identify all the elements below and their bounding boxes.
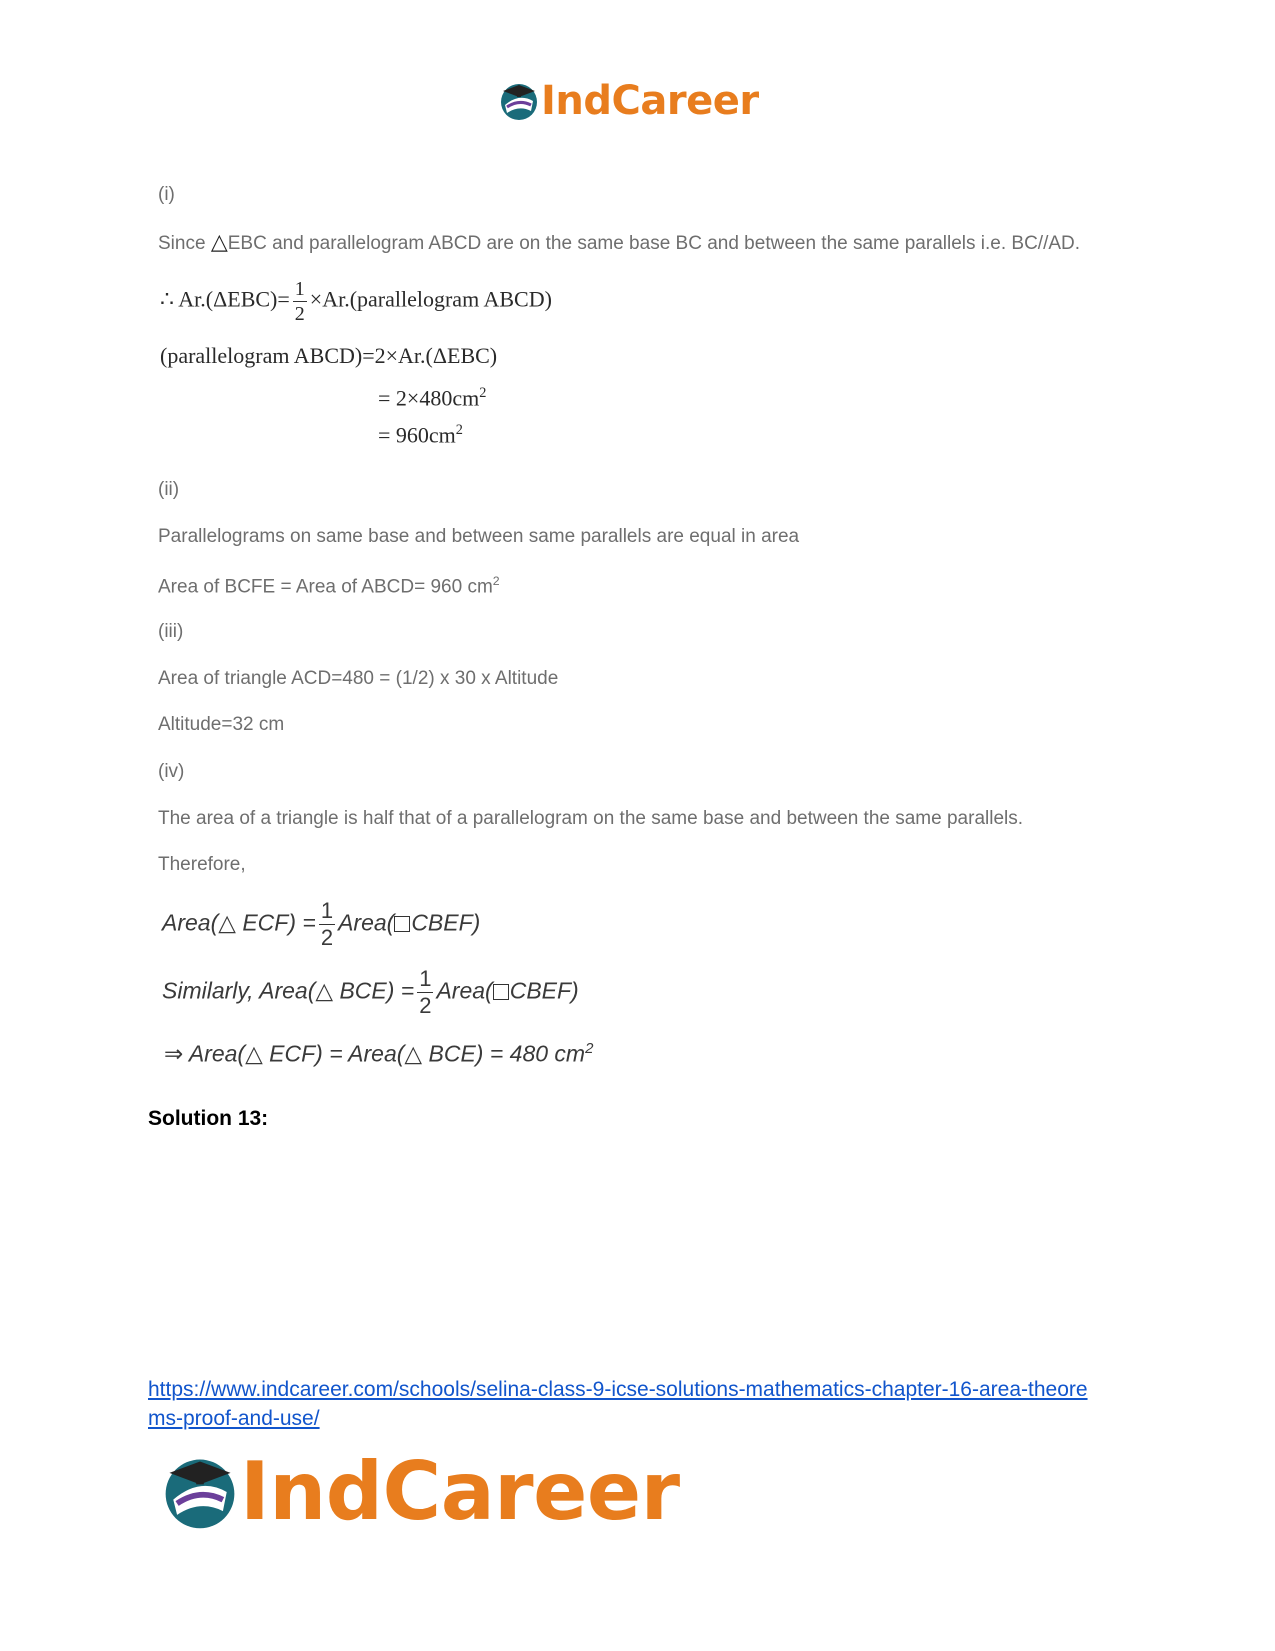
equation-4-sup: 2 xyxy=(455,422,463,438)
math-line-3-b: ECF) = Area( xyxy=(269,1040,405,1067)
math-line-2-left: Similarly, Area( xyxy=(162,977,316,1004)
fraction-denominator: 2 xyxy=(320,925,334,950)
header-logo xyxy=(497,78,759,124)
math-line-1-right-a: Area( xyxy=(338,909,395,936)
math-line-3-c: BCE) = 480 cm xyxy=(428,1040,586,1067)
equation-2: (parallelogram ABCD)=2×Ar.(ΔEBC) xyxy=(160,343,498,368)
math-line-1-right-b: CBEF) xyxy=(411,909,481,936)
section-label-ii: (ii) xyxy=(158,479,180,500)
math-line-2 xyxy=(162,968,579,1017)
math-line-2-tri: BCE) = xyxy=(339,977,415,1004)
equation-1 xyxy=(160,279,552,324)
equation-4 xyxy=(378,422,463,448)
fraction-numerator: 1 xyxy=(419,966,432,991)
solution-heading: Solution 13: xyxy=(148,1107,269,1130)
square-icon xyxy=(394,916,410,932)
equation-1-right: ×Ar.(parallelogram ABCD) xyxy=(309,286,552,312)
triangle-icon: △ xyxy=(210,229,228,254)
section-i-text-post: EBC and parallelogram ABCD are on the same base BC and between the same parallels i.e. BC//AD. xyxy=(227,233,1081,254)
math-line-1 xyxy=(162,900,480,949)
fraction-numerator: 1 xyxy=(320,898,334,923)
implies-arrow-icon: ⇒ xyxy=(164,1040,184,1067)
equation-4-text: = 960cm xyxy=(378,422,456,448)
fraction-half xyxy=(319,900,335,949)
fraction-denominator: 2 xyxy=(419,993,432,1018)
section-ii-area xyxy=(158,574,500,598)
triangle-icon: △ xyxy=(245,1040,270,1067)
math-line-3-a: Area( xyxy=(188,1040,246,1067)
equation-1-left: ∴ Ar.(ΔEBC)= xyxy=(160,286,290,312)
math-line-1-left: Area( xyxy=(162,909,219,936)
section-iv-text: The area of a triangle is half that of a parallelogram on the same base and between the same parallels. xyxy=(158,808,1024,829)
math-line-2-right-a: Area( xyxy=(436,977,493,1004)
section-ii-area-text: Area of BCFE = Area of ABCD= 960 cm xyxy=(158,576,493,598)
section-iii-text: Area of triangle ACD=480 = (1/2) x 30 x Altitude xyxy=(158,668,559,689)
section-label-iii: (iii) xyxy=(158,621,184,642)
math-line-2-right-b: CBEF) xyxy=(509,977,579,1004)
footer-logo-text: IndCareer xyxy=(240,1445,680,1538)
fraction-numerator: 1 xyxy=(294,278,305,300)
math-line-1-tri: ECF) = xyxy=(242,909,316,936)
graduation-cap-icon xyxy=(497,79,541,123)
equation-3-text: = 2×480cm xyxy=(378,385,480,411)
fraction-half xyxy=(293,279,307,324)
header-logo-text: IndCareer xyxy=(541,78,759,124)
graduation-cap-icon xyxy=(158,1450,242,1534)
equation-3 xyxy=(378,385,486,411)
fraction-half xyxy=(417,968,433,1017)
equation-3-sup: 2 xyxy=(479,385,487,401)
triangle-icon: △ xyxy=(315,977,340,1004)
footer-logo xyxy=(158,1445,680,1538)
source-link[interactable]: https://www.indcareer.com/schools/selina-class-9-icse-solutions-mathematics-chapter-16-area-theorems-proof-and-use/ xyxy=(148,1378,1088,1430)
fraction-denominator: 2 xyxy=(294,303,305,325)
section-iii-altitude: Altitude=32 cm xyxy=(158,714,285,735)
section-label-iv: (iv) xyxy=(158,761,185,782)
triangle-icon: △ xyxy=(404,1040,429,1067)
section-i-text-pre: Since xyxy=(158,233,211,254)
math-line-3-sup: 2 xyxy=(585,1040,594,1057)
square-icon xyxy=(493,984,509,1000)
section-iv-therefore: Therefore, xyxy=(158,854,246,875)
section-label-i: (i) xyxy=(158,184,175,205)
section-ii-area-sup: 2 xyxy=(492,574,500,588)
section-ii-text: Parallelograms on same base and between same parallels are equal in area xyxy=(158,526,800,547)
triangle-icon: △ xyxy=(218,909,243,936)
section-i-text xyxy=(158,229,1080,255)
math-line-3 xyxy=(164,1040,593,1068)
